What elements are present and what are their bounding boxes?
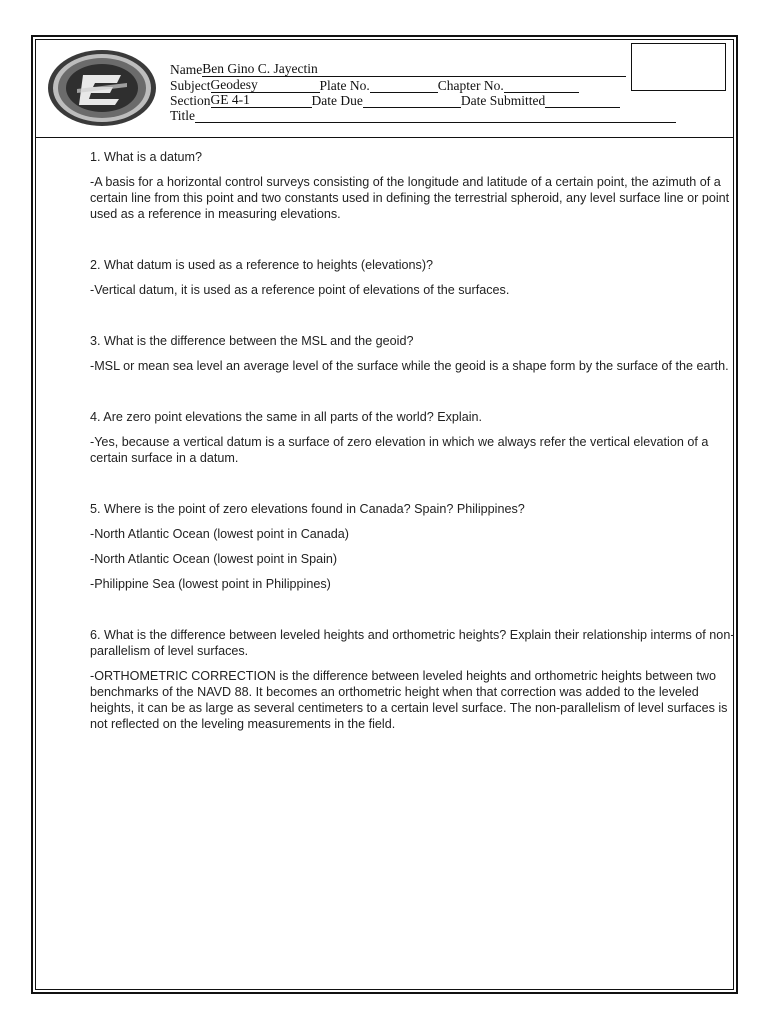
answer-5a: -North Atlantic Ocean (lowest point in Canada) — [90, 527, 350, 541]
question-5: 5. Where is the point of zero elevations found in Canada? Spain? Philippines? — [90, 502, 525, 516]
question-6: 6. What is the difference between leveled heights and orthometric heights? Explain their relationship interms of non-parallelism of level surfaces. — [90, 628, 735, 658]
answer-1: -A basis for a horizontal control surveys consisting of the longitude and latitude of a certain point, the azimuth of a certain line from this point and two constants used in defining the terrestrial spheroid, any level surface line or point used as a reference in measuring elevations. — [90, 175, 730, 221]
answer-5b: -North Atlantic Ocean (lowest point in Spain) — [90, 552, 338, 566]
plate-label: Plate No. — [319, 78, 370, 93]
title-label: Title — [170, 108, 196, 123]
question-1: 1. What is a datum? — [90, 150, 202, 164]
answer-3: -MSL or mean sea level an average level of the surface while the geoid is a shape form by the surface of the earth. — [90, 359, 729, 373]
date-submitted-field[interactable] — [545, 93, 620, 108]
name-field[interactable]: Ben Gino C. Jayectin — [202, 62, 626, 77]
section-label: Section — [170, 93, 211, 108]
chapter-label: Chapter No. — [437, 78, 504, 93]
date-due-field[interactable] — [363, 93, 461, 108]
answer-2: -Vertical datum, it is used as a reference point of elevations of the surfaces. — [90, 283, 510, 297]
qa-item-6 — [90, 627, 735, 732]
chapter-field[interactable] — [504, 78, 579, 93]
answer-5c: -Philippine Sea (lowest point in Philippines) — [90, 577, 331, 591]
qa-item-2 — [90, 257, 735, 298]
header-divider — [35, 137, 734, 138]
subject-field[interactable]: Geodesy — [211, 78, 320, 93]
qa-item-1 — [90, 149, 735, 222]
qa-item-4 — [90, 409, 735, 466]
subject-line — [170, 78, 579, 93]
date-submitted-label: Date Submitted — [460, 93, 546, 108]
qa-content — [90, 149, 735, 741]
answer-6: -ORTHOMETRIC CORRECTION is the difference between leveled heights and orthometric heights between two benchmarks of the NAVD 88. It becomes an orthometric height when that correction was added to the leveled heights, it can be as large as several centimeters to a certain level surface. The non-parallelism of level surfaces is not reflected on the leveling measurements in the field. — [90, 669, 728, 731]
question-4: 4. Are zero point elevations the same in all parts of the world? Explain. — [90, 410, 483, 424]
title-field[interactable] — [195, 108, 676, 123]
title-line — [170, 108, 676, 123]
answer-4: -Yes, because a vertical datum is a surface of zero elevation in which we always refer the vertical elevation of a certain surface in a datum. — [90, 435, 709, 465]
question-3: 3. What is the difference between the MSL and the geoid? — [90, 334, 414, 348]
name-line — [170, 62, 626, 77]
plate-field[interactable] — [370, 78, 438, 93]
section-line — [170, 93, 620, 108]
grade-box — [631, 43, 726, 91]
qa-item-5 — [90, 501, 735, 592]
section-field[interactable]: GE 4-1 — [211, 93, 312, 108]
qa-item-3 — [90, 333, 735, 374]
subject-label: Subject — [170, 78, 211, 93]
name-label: Name — [170, 62, 203, 77]
question-2: 2. What datum is used as a reference to heights (elevations)? — [90, 258, 434, 272]
date-due-label: Date Due — [311, 93, 363, 108]
college-seal-logo — [47, 49, 157, 127]
